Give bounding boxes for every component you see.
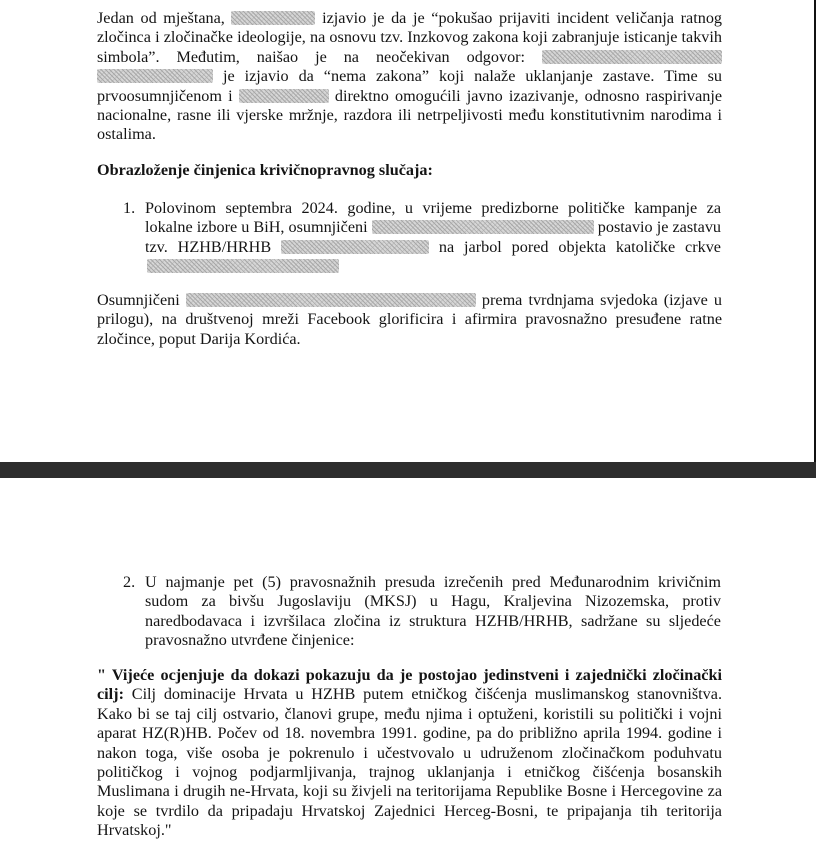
list-item-number: 2. [123,573,136,591]
document-page-2 [0,478,816,846]
redacted-name [231,11,315,25]
list-item-2: U najmanje pet (5) pravosnažnih presuda izrečenih pred Međunarodnim krivičnim sudom za bivšu Jugoslaviju (MKSJ) u Hagu, Kraljevina Nizozemska, protiv naredbodavaca i izvršilaca zločina iz struktura HZHB/HRHB, sadržane su sljedeće pravosnažno utvrđene činjenice: [145,573,721,650]
witness-text-d: direktno omogućili javno izazivanje, odnosno raspirivanje nacionalne, rasne ili vjerske mržnje, razdora ili netrpeljivosti među konstitutivnim narodima i ostalima. [97,86,723,144]
redacted-authority [542,50,722,64]
item1-text-a: Polovinom septembra 2024. godine, u vrijeme predizborne političke kampanje za lokalne izbore u BiH, osumnjičeni [145,199,721,237]
quote-text: Cilj dominacije Hrvata u HZHB putem etničkog čišćenja muslimanskog stanovništva. Kako bi se taj cilj ostvario, članovi grupe, među njima i optuženi, koristili su politički i vojni aparat HZ(R)HB. Počev od 18. novembra 1991. godine, pa do približno aprila 1994. godine i nakon toga, više osoba je pokrenulo i učestvovalo u udruženom zločinačkom poduhvatu političkog i vojnog podjarmljivanja, trajnog uklanjanja i etničkog čišćenja bosanskih Muslimana i drugih ne-Hrvata, koji su živjeli na teritorijama Republike Bosne i Hercegovine za koje se tvrdilo da pripadaju Hrvatskoj Zajednici Herceg-Bosni, te pripajanja tih teritorija Hrvatskoj." [97,685,722,840]
redacted-location [281,240,429,254]
redacted-name [372,220,594,234]
item1-text-c: na jarbol pored objekta katoličke crkve [438,237,721,256]
para2-text-a: Osumnjičeni [97,291,180,309]
witness-text-b: izjavio je da je “pokušao prijaviti incident veličanja ratnog zločinca i zločinačke ideologije, na osnovu tzv. Inzkovog zakona koji zabranjuje isticanje takvih simbola”. Međutim, naišao je na neočekivan odgovor: [97,9,723,66]
para2-text-b: prema tvrdnjama svjedoka (izjave u prilogu), na društvenoj mreži Facebook glorificira i afirmira pravosnažno presuđene ratne zločince, poput Darija Kordića. [97,291,723,348]
paragraph-suspect [97,291,722,349]
quote-bold: " Vijeće ocjenjuje da dokazi pokazuju da je postojao jedinstveni i zajednički zločinački cilj: [97,666,722,704]
list-item-1 [145,199,721,277]
redacted-name [239,89,329,103]
redacted-name [186,293,476,307]
paragraph-witness-statement [97,9,722,145]
page-separator [0,462,816,478]
court-quote [97,666,722,841]
redacted-name [97,69,213,83]
witness-text-a: Jedan od mještana, [97,9,225,27]
item1-text-b: postavio je zastavu tzv. HZHB/HRHB [145,218,722,256]
list-item-number: 1. [123,199,136,217]
witness-text-c: je izjavio da “nema zakona” koji nalaže uklanjanje zastave. Time su prvoosumnjičenom i [97,67,723,105]
redacted-location [147,259,339,273]
section-heading: Obrazloženje činjenica krivičnopravnog slučaja: [97,161,433,179]
